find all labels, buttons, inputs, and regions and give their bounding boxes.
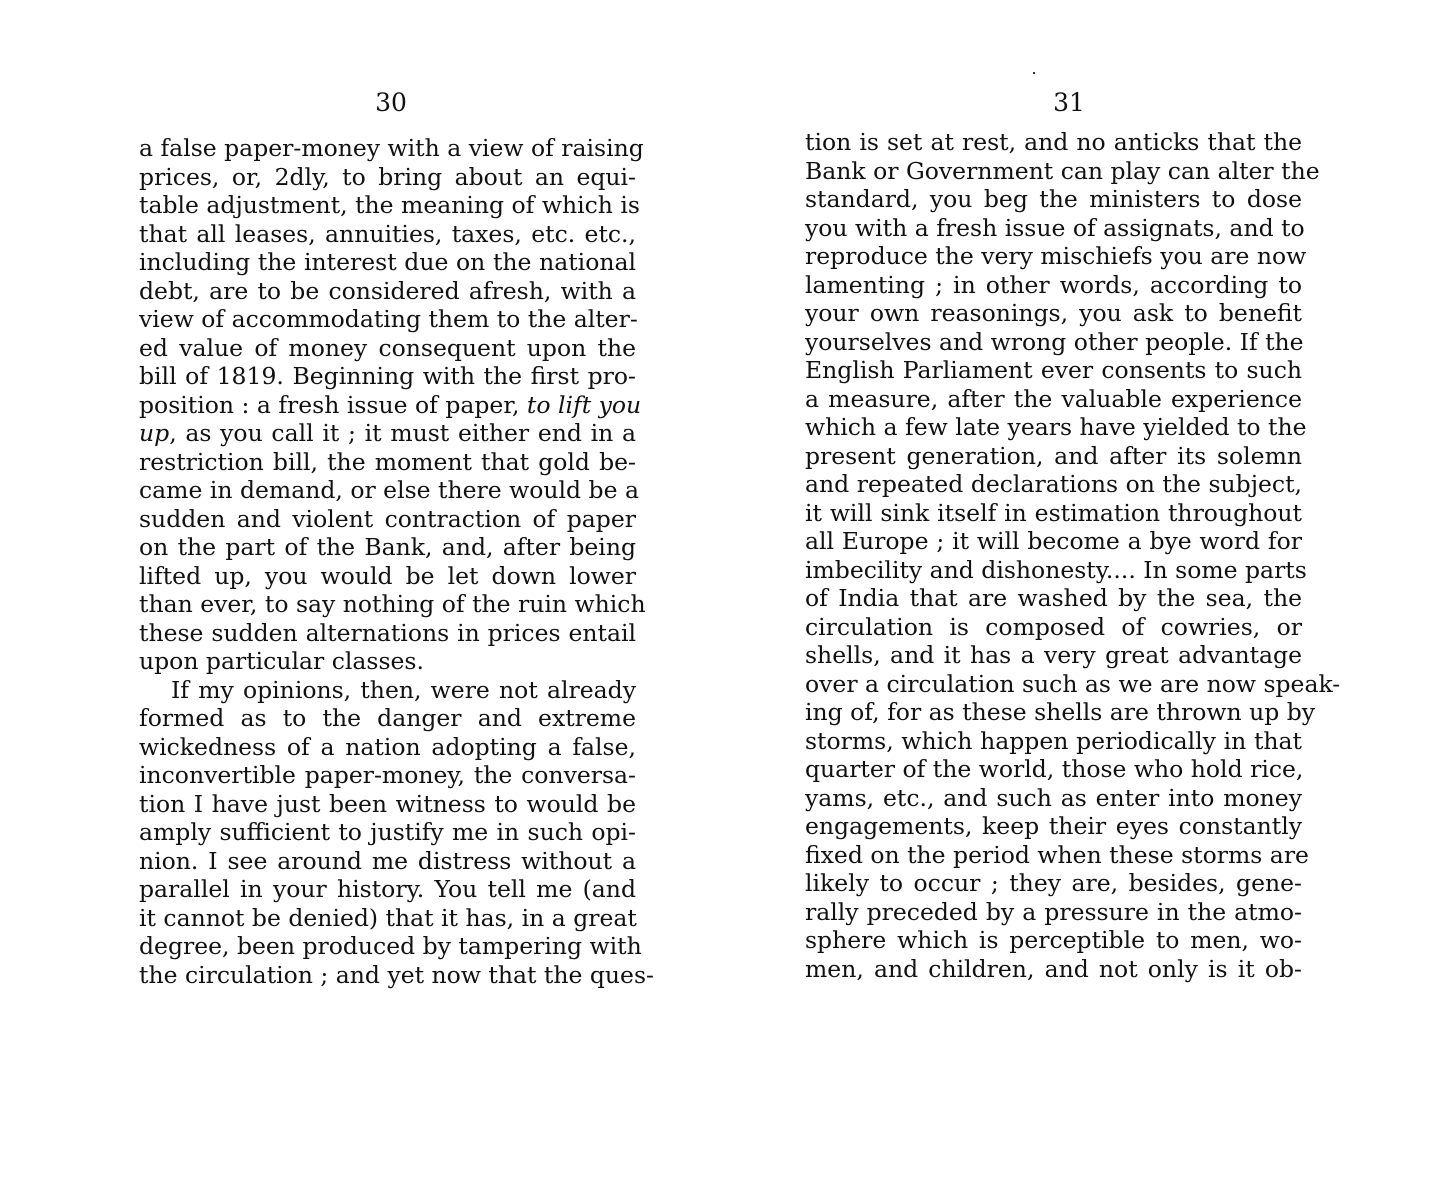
text-run: of India that are washed by the sea, the xyxy=(805,584,1302,612)
text-line xyxy=(139,932,642,961)
text-run: inconvertible paper-money, the conversa- xyxy=(139,761,636,789)
page-number: 30 xyxy=(375,88,407,117)
text-run: tion I have just been witness to would be xyxy=(139,789,636,818)
text-run: English Parliament ever consents to such xyxy=(805,356,1302,384)
text-run: lamenting ; in other words, according to xyxy=(805,270,1302,299)
text-run: degree, been produced by tampering with xyxy=(139,932,642,960)
text-run: ed value of money consequent upon the xyxy=(139,333,636,362)
text-run: Bank or Government can play can alter the xyxy=(805,156,1320,185)
text-line xyxy=(139,305,636,334)
text-run: than ever, to say nothing of the ruin which xyxy=(139,590,646,618)
text-run: ing of, for as these shells are thrown up by xyxy=(805,698,1316,726)
text-line xyxy=(139,590,646,619)
text-line xyxy=(805,271,1302,300)
text-line xyxy=(139,704,636,733)
text-line xyxy=(139,904,636,933)
text-run: these sudden alternations in prices entail xyxy=(139,618,636,647)
text-run: including the interest due on the national xyxy=(139,248,636,276)
text-line xyxy=(139,505,636,534)
text-line xyxy=(805,641,1302,670)
left-page xyxy=(0,0,718,1183)
text-line xyxy=(139,248,636,277)
text-run: reproduce the very mischiefs you are now xyxy=(805,242,1307,270)
text-line xyxy=(139,134,644,163)
text-run: over a circulation such as we are now speak- xyxy=(805,669,1341,698)
text-line xyxy=(139,619,636,648)
text-line xyxy=(805,869,1302,898)
text-line xyxy=(805,926,1302,955)
text-run: amply sufficient to justify me in such opi- xyxy=(139,818,636,846)
text-line xyxy=(805,213,1305,243)
text-line xyxy=(139,277,636,306)
text-line xyxy=(139,647,636,676)
text-run: standard, you beg the ministers to dose xyxy=(805,185,1302,213)
text-line xyxy=(805,784,1302,813)
text-line xyxy=(805,385,1302,414)
text-run: a false paper-money with a view of raising xyxy=(139,134,644,162)
text-line xyxy=(805,156,1320,186)
text-run: wickedness of a nation adopting a false, xyxy=(139,732,636,761)
text-run: on the part of the Bank, and, after being xyxy=(139,533,636,561)
text-run: it cannot be denied) that it has, in a great xyxy=(139,903,637,932)
text-run: and repeated declarations on the subject, xyxy=(805,470,1302,498)
text-line xyxy=(139,191,640,220)
text-line xyxy=(139,562,636,591)
text-line xyxy=(139,847,636,876)
text-run: storms, which happen periodically in that xyxy=(805,726,1302,755)
text-run: rally preceded by a pressure in the atmo- xyxy=(805,897,1302,926)
text-run: yams, etc., and such as enter into money xyxy=(805,783,1302,812)
text-run: lifted up, you would be let down lower xyxy=(139,561,636,590)
text-line xyxy=(139,875,636,904)
text-line xyxy=(139,476,639,505)
text-run: your own reasonings, you ask to benefit xyxy=(805,299,1302,327)
text-run: which a few late years have yielded to the xyxy=(805,413,1307,441)
text-run: all Europe ; it will become a bye word for xyxy=(805,527,1302,555)
text-line xyxy=(139,220,636,249)
text-line xyxy=(139,960,654,990)
body-text xyxy=(139,134,654,989)
text-line xyxy=(139,448,636,477)
text-run: upon particular classes. xyxy=(139,647,424,675)
text-line xyxy=(805,128,1302,157)
text-line xyxy=(805,499,1302,528)
text-line xyxy=(139,676,636,705)
text-run: tion is set at rest, and no anticks that the xyxy=(805,128,1302,156)
text-line xyxy=(805,755,1302,784)
text-run: sphere which is perceptible to men, wo- xyxy=(805,926,1302,954)
text-run: came in demand, or else there would be a xyxy=(139,476,639,504)
text-line xyxy=(139,818,636,847)
text-line xyxy=(805,812,1302,841)
text-run: nion. I see around me distress without a xyxy=(139,846,636,875)
text-run: debt, are to be considered afresh, with a xyxy=(139,276,636,305)
text-line xyxy=(805,413,1307,442)
text-line xyxy=(805,584,1302,613)
text-line xyxy=(139,334,636,363)
text-run: , as you call it ; it must either end in a xyxy=(169,419,636,447)
text-line xyxy=(805,356,1302,385)
text-line xyxy=(805,613,1302,642)
text-line xyxy=(805,328,1302,357)
text-run: formed as to the danger and extreme xyxy=(139,704,636,732)
text-line xyxy=(139,163,636,192)
text-run: circulation is composed of cowries, or xyxy=(805,612,1302,641)
text-run: shells, and it has a very great advantage xyxy=(805,641,1302,669)
text-run: it will sink itself in estimation throughout xyxy=(805,498,1302,527)
text-line xyxy=(139,390,642,420)
text-run: restriction bill, the moment that gold be- xyxy=(139,447,636,476)
text-line xyxy=(805,442,1302,471)
text-line xyxy=(139,790,636,819)
text-line xyxy=(805,185,1302,214)
text-run: present generation, and after its solemn xyxy=(805,441,1302,470)
right-page xyxy=(718,0,1437,1183)
text-run: men, and children, and not only is it ob- xyxy=(805,954,1302,983)
text-run: table adjustment, the meaning of which is xyxy=(139,191,640,219)
page-number: 31 xyxy=(1053,88,1085,117)
text-line xyxy=(805,840,1309,870)
text-run: likely to occur ; they are, besides, gene- xyxy=(805,869,1302,897)
text-run: engagements, keep their eyes constantly xyxy=(805,812,1302,840)
text-line xyxy=(805,698,1316,727)
text-line xyxy=(805,299,1302,328)
text-run: a measure, after the valuable experience xyxy=(805,384,1302,413)
text-line xyxy=(805,555,1307,585)
text-run: bill of 1819. Beginning with the first pro- xyxy=(139,362,636,390)
text-run: If my opinions, then, were not already xyxy=(171,675,636,704)
text-line xyxy=(805,470,1302,499)
text-line xyxy=(139,761,636,790)
text-run: view of accommodating them to the alter- xyxy=(139,305,638,333)
text-run: parallel in your history. You tell me (and xyxy=(139,875,636,903)
italic-run: up xyxy=(139,419,170,447)
text-run: sudden and violent contraction of paper xyxy=(139,504,636,533)
text-run: imbecility and dishonesty.... In some parts xyxy=(805,555,1307,584)
text-run: yourselves and wrong other people. If the xyxy=(805,327,1304,356)
text-run: prices, or, 2dly, to bring about an equi- xyxy=(139,162,636,191)
text-line xyxy=(805,669,1341,699)
print-speck xyxy=(1033,72,1035,74)
text-run: that all leases, annuities, taxes, etc. etc., xyxy=(139,219,636,248)
text-run: the circulation ; and yet now that the ques- xyxy=(139,960,654,989)
text-run: fixed on the period when these storms are xyxy=(805,840,1309,869)
text-line xyxy=(139,419,636,448)
text-run: position : a fresh issue of paper, xyxy=(139,390,527,419)
text-line xyxy=(805,527,1302,556)
text-line xyxy=(805,242,1307,271)
text-run: quarter of the world, those who hold rice, xyxy=(805,755,1304,783)
text-line xyxy=(805,727,1302,756)
text-line xyxy=(805,955,1302,984)
text-run: you with a fresh issue of assignats, and to xyxy=(805,213,1305,242)
text-line xyxy=(139,362,636,391)
body-text xyxy=(805,128,1341,983)
text-line xyxy=(139,733,636,762)
text-line xyxy=(805,898,1302,927)
italic-run: to lift you xyxy=(526,390,642,419)
text-line xyxy=(139,533,636,562)
